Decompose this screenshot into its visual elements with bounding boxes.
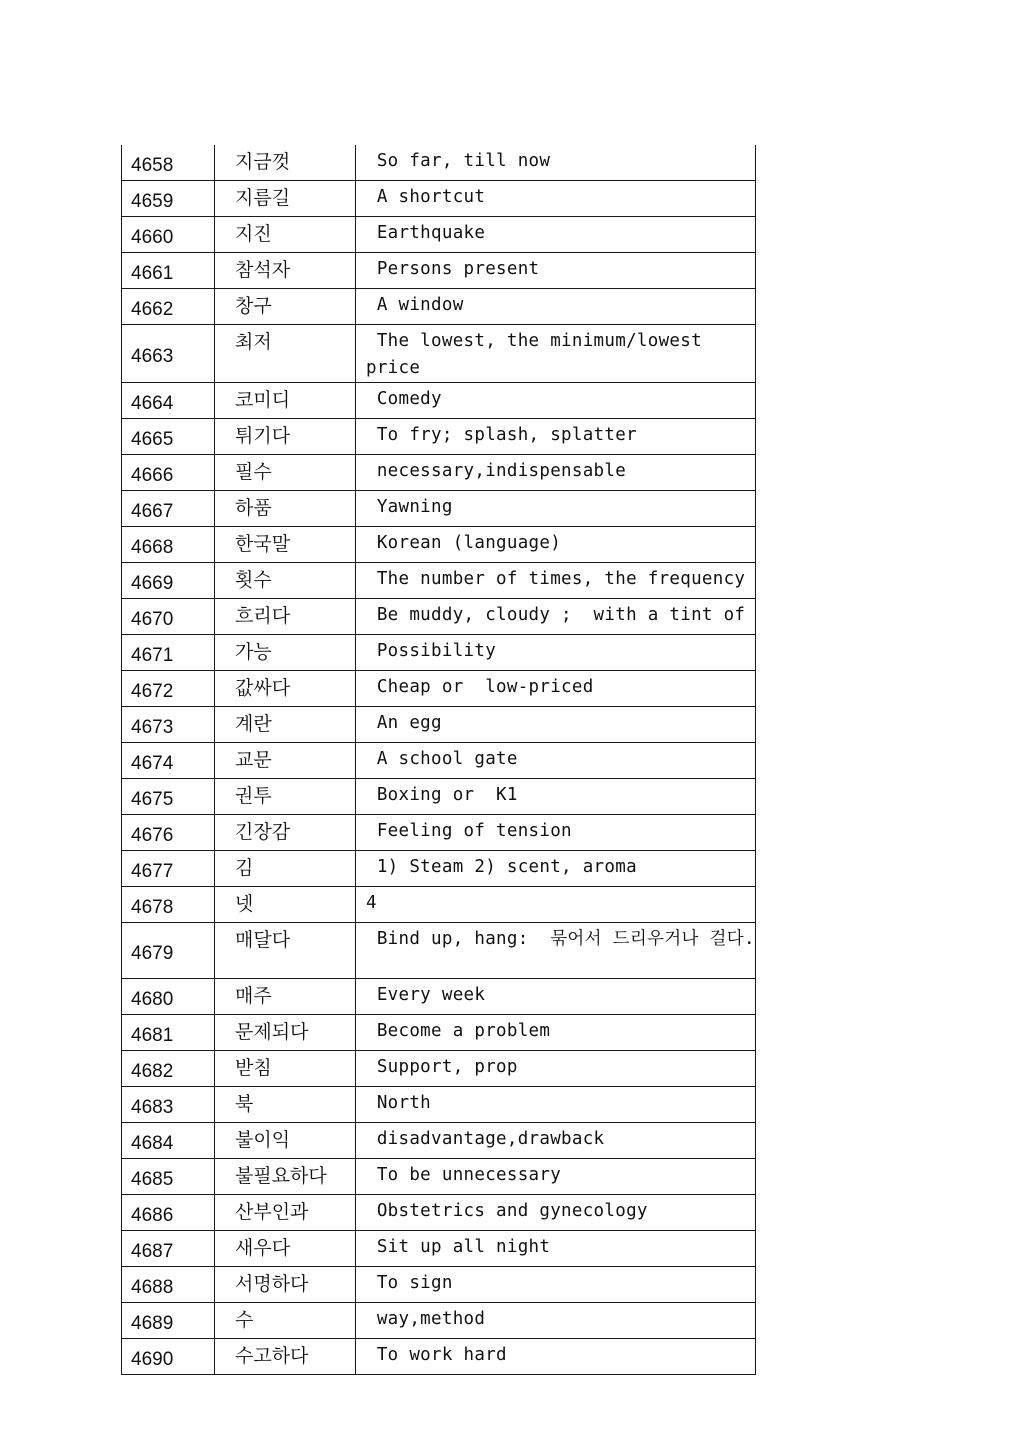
entry-number-text: 4664	[131, 392, 174, 414]
entry-number-text: 4667	[131, 500, 174, 522]
entry-number	[122, 851, 215, 887]
entry-number-text: 4684	[131, 1132, 174, 1154]
table-row	[122, 455, 756, 491]
entry-number	[122, 325, 215, 383]
english-definition: Sit up all night	[356, 1231, 756, 1267]
table-row	[122, 1015, 756, 1051]
korean-word: 매주	[215, 979, 356, 1015]
entry-number	[122, 527, 215, 563]
entry-number-text: 4685	[131, 1168, 174, 1190]
entry-number-text: 4669	[131, 572, 174, 594]
korean-word: 참석자	[215, 253, 356, 289]
korean-word: 김	[215, 851, 356, 887]
entry-number-text: 4679	[131, 942, 174, 964]
entry-number-text: 4660	[131, 226, 174, 248]
english-definition: The lowest, the minimum/lowest price	[356, 325, 756, 383]
korean-word: 코미디	[215, 383, 356, 419]
english-definition: Cheap or low-priced	[356, 671, 756, 707]
korean-word: 가능	[215, 635, 356, 671]
entry-number-text: 4666	[131, 464, 174, 486]
korean-word: 새우다	[215, 1231, 356, 1267]
english-definition: Korean (language)	[356, 527, 756, 563]
entry-number	[122, 743, 215, 779]
english-definition: So far, till now	[356, 145, 756, 181]
table-row	[122, 217, 756, 253]
entry-number-text: 4686	[131, 1204, 174, 1226]
vocabulary-table	[121, 145, 756, 1375]
english-definition: A school gate	[356, 743, 756, 779]
table-row	[122, 923, 756, 979]
table-row	[122, 887, 756, 923]
english-definition: North	[356, 1087, 756, 1123]
table-row	[122, 1051, 756, 1087]
table-row	[122, 979, 756, 1015]
entry-number	[122, 1231, 215, 1267]
english-definition: Yawning	[356, 491, 756, 527]
english-definition: Be muddy, cloudy ; with a tint of	[356, 599, 756, 635]
korean-word: 필수	[215, 455, 356, 491]
table-row	[122, 743, 756, 779]
table-row	[122, 563, 756, 599]
korean-word: 하품	[215, 491, 356, 527]
table-row	[122, 671, 756, 707]
table-row	[122, 1267, 756, 1303]
table-row	[122, 325, 756, 383]
table-row	[122, 815, 756, 851]
table-row	[122, 1339, 756, 1375]
korean-word: 산부인과	[215, 1195, 356, 1231]
entry-number-text: 4683	[131, 1096, 174, 1118]
english-definition: Obstetrics and gynecology	[356, 1195, 756, 1231]
entry-number	[122, 383, 215, 419]
entry-number	[122, 217, 215, 253]
english-definition: necessary,indispensable	[356, 455, 756, 491]
korean-word: 교문	[215, 743, 356, 779]
korean-word: 받침	[215, 1051, 356, 1087]
table-row	[122, 635, 756, 671]
english-definition: 4	[356, 887, 756, 923]
entry-number-text: 4681	[131, 1024, 174, 1046]
entry-number-text: 4659	[131, 190, 174, 212]
table-row	[122, 779, 756, 815]
table-row	[122, 491, 756, 527]
entry-number	[122, 887, 215, 923]
entry-number	[122, 707, 215, 743]
entry-number	[122, 563, 215, 599]
entry-number	[122, 1015, 215, 1051]
english-definition: To fry; splash, splatter	[356, 419, 756, 455]
korean-word: 문제되다	[215, 1015, 356, 1051]
korean-word: 불필요하다	[215, 1159, 356, 1195]
entry-number-text: 4671	[131, 644, 174, 666]
english-definition: way,method	[356, 1303, 756, 1339]
korean-word: 값싸다	[215, 671, 356, 707]
table-row	[122, 253, 756, 289]
entry-number-text: 4690	[131, 1348, 174, 1370]
korean-word: 권투	[215, 779, 356, 815]
korean-word: 매달다	[215, 923, 356, 979]
english-definition: disadvantage,drawback	[356, 1123, 756, 1159]
entry-number	[122, 1267, 215, 1303]
entry-number-text: 4662	[131, 298, 174, 320]
english-definition: 1) Steam 2) scent, aroma	[356, 851, 756, 887]
entry-number-text: 4677	[131, 860, 174, 882]
entry-number	[122, 491, 215, 527]
korean-word: 수	[215, 1303, 356, 1339]
table-row	[122, 289, 756, 325]
entry-number-text: 4661	[131, 262, 174, 284]
korean-word: 지진	[215, 217, 356, 253]
entry-number	[122, 1087, 215, 1123]
entry-number	[122, 1339, 215, 1375]
korean-word: 수고하다	[215, 1339, 356, 1375]
korean-word: 불이익	[215, 1123, 356, 1159]
table-row	[122, 851, 756, 887]
entry-number	[122, 419, 215, 455]
table-row	[122, 383, 756, 419]
english-definition: Become a problem	[356, 1015, 756, 1051]
entry-number	[122, 1159, 215, 1195]
table-row	[122, 707, 756, 743]
table-row	[122, 1195, 756, 1231]
table-row	[122, 145, 756, 181]
korean-word: 북	[215, 1087, 356, 1123]
table-row	[122, 1159, 756, 1195]
entry-number	[122, 1195, 215, 1231]
english-definition: The number of times, the frequency	[356, 563, 756, 599]
korean-word: 한국말	[215, 527, 356, 563]
english-definition: To work hard	[356, 1339, 756, 1375]
entry-number	[122, 599, 215, 635]
table-row	[122, 599, 756, 635]
entry-number-text: 4676	[131, 824, 174, 846]
entry-number-text: 4680	[131, 988, 174, 1010]
entry-number	[122, 671, 215, 707]
table-row	[122, 419, 756, 455]
entry-number-text: 4670	[131, 608, 174, 630]
english-definition: Earthquake	[356, 217, 756, 253]
korean-word: 지금껏	[215, 145, 356, 181]
korean-word: 창구	[215, 289, 356, 325]
entry-number-text: 4678	[131, 896, 174, 918]
entry-number-text: 4682	[131, 1060, 174, 1082]
korean-word: 지름길	[215, 181, 356, 217]
entry-number	[122, 455, 215, 491]
entry-number	[122, 779, 215, 815]
korean-word: 긴장감	[215, 815, 356, 851]
korean-word: 흐리다	[215, 599, 356, 635]
korean-word: 튀기다	[215, 419, 356, 455]
korean-word: 넷	[215, 887, 356, 923]
entry-number	[122, 923, 215, 979]
english-definition: Comedy	[356, 383, 756, 419]
entry-number	[122, 289, 215, 325]
table-row	[122, 1303, 756, 1339]
table-row	[122, 527, 756, 563]
entry-number	[122, 1123, 215, 1159]
english-definition: To sign	[356, 1267, 756, 1303]
entry-number	[122, 1051, 215, 1087]
entry-number-text: 4689	[131, 1312, 174, 1334]
table-row	[122, 1123, 756, 1159]
entry-number	[122, 635, 215, 671]
entry-number	[122, 815, 215, 851]
english-definition: Boxing or K1	[356, 779, 756, 815]
entry-number-text: 4658	[131, 154, 174, 176]
entry-number	[122, 1303, 215, 1339]
entry-number-text: 4674	[131, 752, 174, 774]
korean-word: 계란	[215, 707, 356, 743]
english-definition: A window	[356, 289, 756, 325]
table-row	[122, 181, 756, 217]
english-definition: Possibility	[356, 635, 756, 671]
vocabulary-table-body	[122, 145, 756, 1375]
english-definition: Bind up, hang: 묶어서 드리우거나 걸다.	[356, 923, 756, 979]
english-definition: Support, prop	[356, 1051, 756, 1087]
entry-number-text: 4675	[131, 788, 174, 810]
entry-number	[122, 253, 215, 289]
table-row	[122, 1231, 756, 1267]
english-definition: An egg	[356, 707, 756, 743]
korean-word: 최저	[215, 325, 356, 383]
english-definition: Persons present	[356, 253, 756, 289]
entry-number-text: 4673	[131, 716, 174, 738]
english-definition: Every week	[356, 979, 756, 1015]
entry-number-text: 4668	[131, 536, 174, 558]
english-definition: Feeling of tension	[356, 815, 756, 851]
entry-number	[122, 145, 215, 181]
entry-number-text: 4672	[131, 680, 174, 702]
entry-number	[122, 979, 215, 1015]
entry-number	[122, 181, 215, 217]
entry-number-text: 4663	[131, 345, 174, 367]
korean-word: 서명하다	[215, 1267, 356, 1303]
entry-number-text: 4687	[131, 1240, 174, 1262]
english-definition: A shortcut	[356, 181, 756, 217]
korean-word: 횟수	[215, 563, 356, 599]
entry-number-text: 4688	[131, 1276, 174, 1298]
entry-number-text: 4665	[131, 428, 174, 450]
table-row	[122, 1087, 756, 1123]
english-definition: To be unnecessary	[356, 1159, 756, 1195]
